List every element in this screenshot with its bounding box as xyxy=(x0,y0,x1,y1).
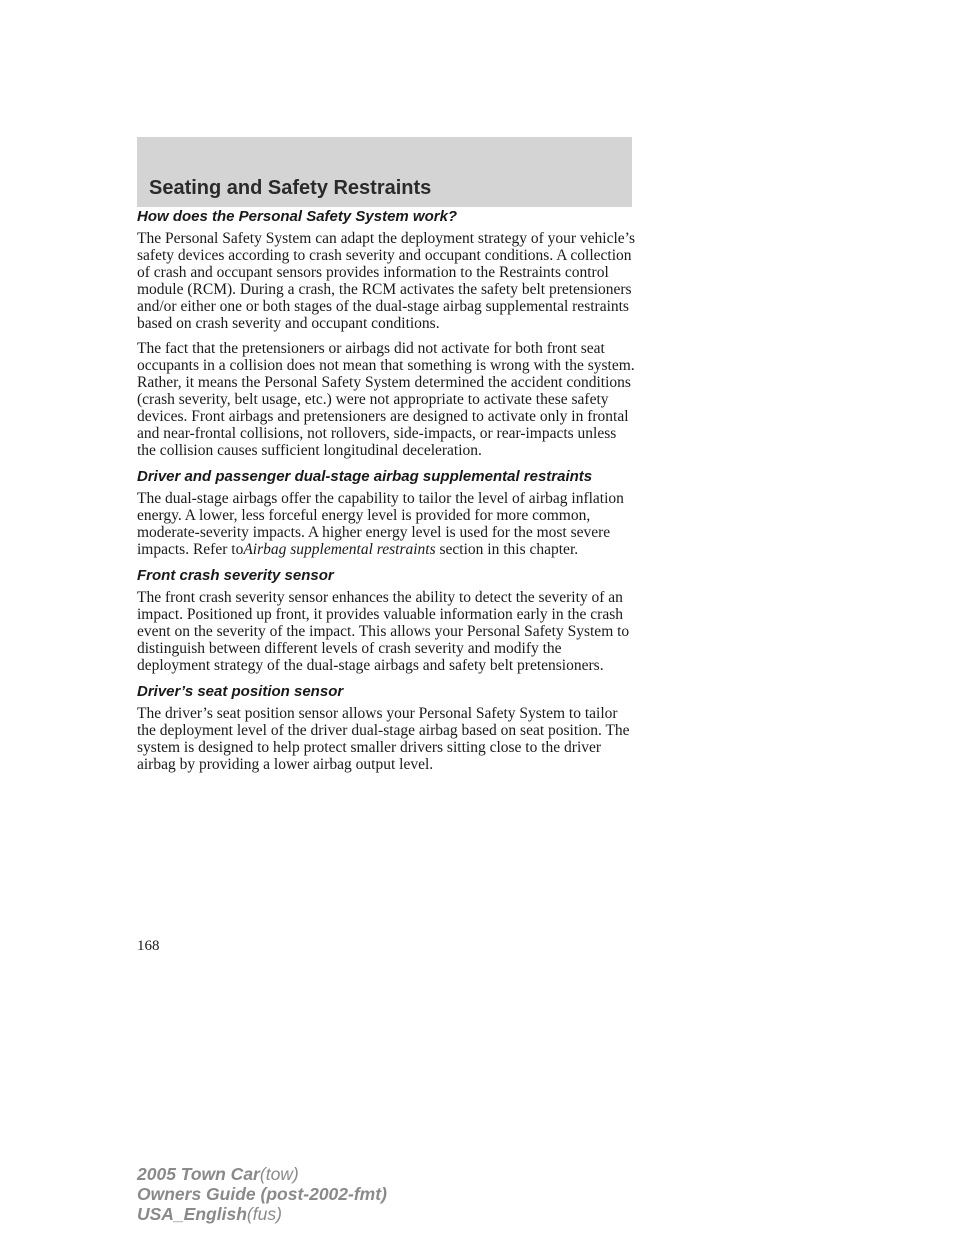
footer-line-model xyxy=(137,1164,387,1184)
footer-model-code: (tow) xyxy=(259,1164,299,1184)
paragraph-dual-stage-airbags xyxy=(137,490,637,558)
section-heading-how-it-works: How does the Personal Safety System work? xyxy=(137,208,458,225)
document-footer xyxy=(137,1164,387,1224)
section-heading-front-crash-sensor: Front crash severity sensor xyxy=(137,567,334,584)
footer-guide: Owners Guide (post-2002-fmt) xyxy=(137,1184,387,1204)
paragraph-front-crash-sensor: The front crash severity sensor enhances the ability to detect the severity of an impact. Positioned up front, it provides valuable information early in the crash event on the severity of the impact. This allows your Personal Safety System to distinguish between different levels of crash severity and modify the deployment strategy of the dual-stage airbags and safety belt pretensioners. xyxy=(137,589,630,674)
footer-locale: USA_English xyxy=(137,1204,247,1224)
paragraph-dual-stage-text: The dual-stage airbags offer the capability to tailor the level of airbag inflation energy. A lower, less forceful energy level is provided for more common, moderate-severity impacts. A higher energy level is used for the most severe impacts. Refer to xyxy=(137,490,624,558)
footer-line-locale xyxy=(137,1204,387,1224)
paragraph-seat-position-sensor: The driver’s seat position sensor allows your Personal Safety System to tailor the deployment level of the driver dual-stage airbag based on seat position. The system is designed to help protect smaller drivers sitting close to the driver airbag by providing a lower airbag output level. xyxy=(137,705,630,773)
paragraph-dual-stage-text-end: section in this chapter. xyxy=(439,541,579,558)
section-heading-seat-position-sensor: Driver’s seat position sensor xyxy=(137,683,344,700)
chapter-header-band xyxy=(137,137,632,207)
page-content xyxy=(137,207,637,781)
paragraph-how-it-works-1: The Personal Safety System can adapt the deployment strategy of your vehicle’s safety devices according to crash severity and occupant conditions. A collection of crash and occupant sensors provides information to the Restraints control module (RCM). During a crash, the RCM activates the safety belt pretensioners and/or either one or both stages of the dual-stage airbag supplemental restraints based on crash severity and occupant conditions. xyxy=(137,230,636,332)
paragraph-how-it-works-2: The fact that the pretensioners or airbags did not activate for both front seat occupants in a collision does not mean that something is wrong with the system. Rather, it means the Personal Safety System determined the accident conditions (crash severity, belt usage, etc.) were not appropriate to activate these safety devices. Front airbags and pretensioners are designed to activate only in frontal and near-frontal collisions, not rollovers, side-impacts, or rear-impacts unless the collision causes sufficient longitudinal deceleration. xyxy=(137,340,635,459)
footer-model: 2005 Town Car xyxy=(137,1164,260,1184)
chapter-title: Seating and Safety Restraints xyxy=(149,177,432,199)
footer-locale-code: (fus) xyxy=(246,1204,282,1224)
page-number: 168 xyxy=(137,938,160,954)
airbag-section-reference: Airbag supplemental restraints xyxy=(243,541,436,558)
section-heading-dual-stage-airbags: Driver and passenger dual-stage airbag supplemental restraints xyxy=(137,468,593,485)
